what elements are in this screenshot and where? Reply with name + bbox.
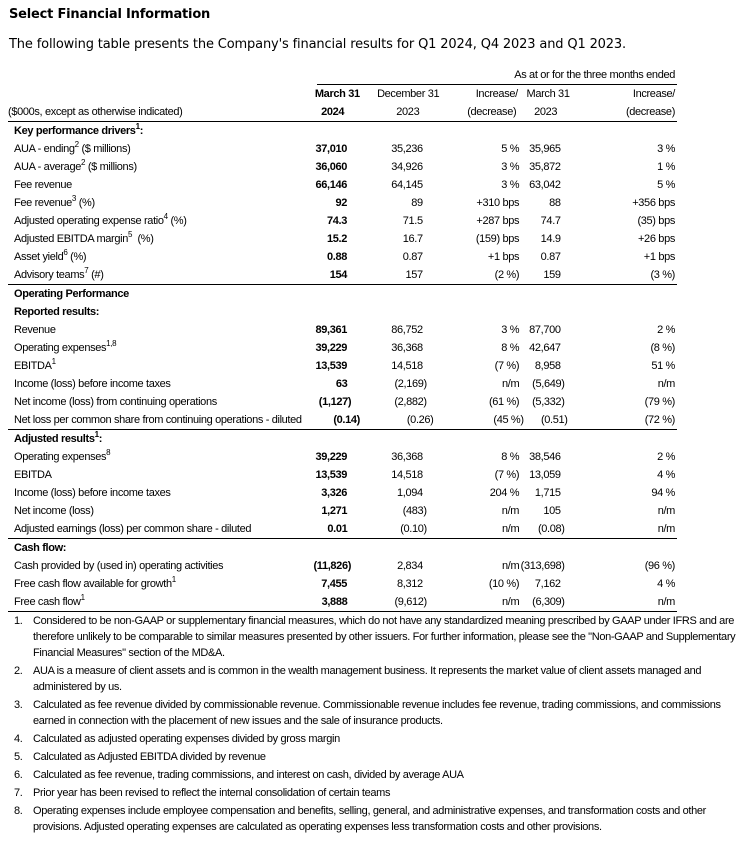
- cell-q4-2023: 0.87: [402, 251, 423, 263]
- footnote-text: Calculated as Adjusted EBITDA divided by revenue: [33, 751, 266, 763]
- cell-q1-2023: 0.87: [540, 251, 561, 263]
- cell-q1-2023: (0.51): [540, 414, 568, 426]
- cell-q1-2023: 13,059: [529, 469, 561, 481]
- row-label: Adjusted EBITDA margin$^5$ (%): [14, 230, 154, 245]
- table-row: [8, 393, 677, 411]
- footnote-text: Calculated as adjusted operating expenses divided by gross margin: [33, 733, 340, 745]
- cell-q1-2024: 39,229: [315, 342, 348, 354]
- cell-change-vs-q1: (72 %): [644, 414, 675, 426]
- row-label: Operating expenses$^{1,8}$: [14, 339, 117, 354]
- table-row: [8, 411, 677, 430]
- cell-change-vs-q1: n/m: [657, 378, 675, 390]
- cell-change-vs-q1: 1 %: [657, 161, 675, 173]
- cell-q1-2023: 38,546: [529, 451, 561, 463]
- row-label: Adjusted earnings (loss) per common share - diluted: [14, 523, 252, 535]
- col-header-q4-2023-line1: December 31: [377, 88, 440, 100]
- cell-q4-2023: 2,834: [397, 560, 423, 572]
- col-header-q4-2023-line2: 2023: [396, 106, 420, 118]
- cell-change-vs-q4: (2 %): [494, 269, 520, 281]
- cell-change-vs-q1: (79 %): [644, 396, 675, 408]
- row-label: Operating expenses$^8$: [14, 448, 111, 463]
- col-header-q1-2023-line1: March 31: [526, 88, 570, 100]
- cell-q1-2024: 3,326: [321, 487, 348, 499]
- col-header-q1-2023-line2: 2023: [534, 106, 558, 118]
- cell-q1-2023: (0.08): [537, 523, 565, 535]
- row-label: Cash provided by (used in) operating activities: [14, 560, 224, 572]
- table-row: [8, 266, 677, 285]
- cell-q1-2024: (0.14): [333, 414, 360, 426]
- cell-change-vs-q4: n/m: [502, 596, 520, 608]
- cell-change-vs-q1: (96 %): [644, 560, 675, 572]
- cell-q1-2024: 63: [335, 378, 348, 390]
- cell-q1-2024: 36,060: [315, 161, 348, 173]
- cell-change-vs-q4: +287 bps: [476, 215, 520, 227]
- table-row: [8, 357, 677, 375]
- cell-change-vs-q4: n/m: [502, 560, 520, 572]
- cell-q1-2024: 3,888: [321, 596, 348, 608]
- cell-change-vs-q4: 8 %: [501, 342, 520, 354]
- section-heading-kpd: Key performance drivers$^1$:: [14, 122, 144, 137]
- footnote-ref: 7: [84, 266, 89, 275]
- column-header-row-1: [8, 85, 677, 103]
- cell-q1-2024: 66,146: [315, 179, 348, 191]
- cell-change-vs-q1: 5 %: [657, 179, 675, 191]
- cell-q1-2024: 7,455: [321, 578, 348, 590]
- table-row: [8, 557, 677, 575]
- footnote-text: Calculated as fee revenue, trading commissions, and interest on cash, divided by average AUA: [33, 769, 464, 781]
- table-row: [8, 321, 677, 339]
- cell-q4-2023: 86,752: [391, 324, 423, 336]
- col-header-change-q4-line2: (decrease): [467, 106, 517, 118]
- footnote-ref: 1,8: [106, 339, 117, 348]
- section-heading-reported: [8, 303, 677, 321]
- row-label: Adjusted operating expense ratio$^4$ (%): [14, 212, 187, 227]
- footnote-ref: 4: [163, 212, 168, 221]
- footnote-number: 8.: [14, 805, 23, 817]
- table-row: [8, 140, 677, 158]
- col-header-change-q1-line2: (decrease): [625, 106, 676, 118]
- table-row: [8, 339, 677, 357]
- cell-change-vs-q4: 3 %: [501, 161, 520, 173]
- cell-q1-2023: 105: [543, 505, 561, 517]
- section-heading-text: Reported results:: [14, 306, 100, 318]
- footnote-ref: 1: [94, 430, 99, 439]
- intro-text: The following table presents the Company's financial results for Q1 2024, Q4 2023 and Q1 2023.: [9, 37, 627, 52]
- row-label: Asset yield$^6$ (%): [14, 248, 87, 263]
- cell-change-vs-q4: (10 %): [488, 578, 520, 590]
- column-header-row-2: [8, 103, 677, 122]
- footnote-number: 1.: [14, 615, 23, 627]
- cell-q1-2023: 35,965: [529, 143, 561, 155]
- cell-change-vs-q4: (7 %): [494, 360, 520, 372]
- cell-q1-2024: (11,826): [313, 560, 352, 572]
- section-heading-text: Operating Performance: [14, 288, 129, 300]
- row-label: Advisory teams$^7$ (#): [14, 266, 104, 281]
- cell-q1-2023: 74.7: [540, 215, 561, 227]
- row-label: AUA - ending$^2$ ($ millions): [14, 140, 131, 155]
- table-row: [8, 212, 677, 230]
- cell-q1-2023: 87,700: [529, 324, 561, 336]
- cell-change-vs-q1: n/m: [657, 523, 675, 535]
- row-label: Fee revenue: [14, 179, 72, 191]
- footnote-item: [8, 749, 743, 765]
- cell-change-vs-q4: 3 %: [501, 324, 520, 336]
- footnote-item: [8, 613, 743, 661]
- footnote-item: [8, 663, 743, 695]
- cell-change-vs-q1: 2 %: [657, 324, 675, 336]
- section-heading-text: Cash flow:: [14, 542, 67, 554]
- table-row: [8, 158, 677, 176]
- cell-q4-2023: (0.26): [406, 414, 434, 426]
- cell-q1-2024: 13,539: [315, 360, 348, 372]
- footnote-ref: 1: [171, 575, 176, 584]
- footnote-text: Calculated as fee revenue divided by commissionable revenue. Commissionable revenue includes fee revenue, trading commissions, and commissions earned in connection with the placement of new issues and the sale of insurance products.: [33, 699, 721, 727]
- footnote-number: 2.: [14, 665, 23, 677]
- cell-q1-2024: 37,010: [315, 143, 348, 155]
- cell-change-vs-q4: 8 %: [501, 451, 520, 463]
- footnote-ref: 3: [71, 194, 77, 203]
- cell-q1-2024: 154: [329, 269, 348, 281]
- cell-change-vs-q4: 5 %: [501, 143, 520, 155]
- table-row: [8, 466, 677, 484]
- footnote-number: 5.: [14, 751, 23, 763]
- col-header-change-q4-line1: Increase/: [475, 88, 518, 100]
- footnote-ref: 8: [106, 448, 111, 457]
- super-header: As at or for the three months ended: [317, 66, 677, 85]
- cell-q4-2023: (2,882): [394, 396, 427, 408]
- cell-q1-2023: (313,698): [520, 560, 565, 572]
- col-header-q1-2024-line2: 2024: [321, 106, 345, 118]
- cell-q4-2023: 35,236: [391, 143, 423, 155]
- footnote-number: 4.: [14, 733, 23, 745]
- footnotes-list: [8, 613, 743, 837]
- cell-change-vs-q4: (159) bps: [475, 233, 520, 245]
- cell-q1-2024: 89,361: [315, 324, 348, 336]
- cell-q4-2023: 1,094: [396, 487, 423, 499]
- cell-q4-2023: 14,518: [391, 360, 423, 372]
- financial-table: [8, 66, 677, 612]
- cell-q1-2024: 92: [335, 197, 348, 209]
- row-label: Revenue: [14, 324, 56, 336]
- cell-change-vs-q4: +310 bps: [476, 197, 520, 209]
- cell-q4-2023: (2,169): [394, 378, 427, 390]
- cell-q1-2023: (5,649): [532, 378, 565, 390]
- cell-q1-2023: 159: [543, 269, 561, 281]
- footnote-ref: 5: [127, 230, 133, 239]
- footnote-ref: 1: [135, 122, 140, 131]
- cell-q4-2023: 16.7: [402, 233, 423, 245]
- table-body: [8, 122, 677, 612]
- cell-q1-2024: 1,271: [321, 505, 348, 517]
- col-header-q1-2024-line1: March 31: [314, 88, 360, 100]
- row-label: Net loss per common share from continuing operations - diluted: [14, 414, 302, 426]
- table-row: [8, 502, 677, 520]
- cell-change-vs-q4: n/m: [502, 378, 520, 390]
- cell-q1-2023: (6,309): [532, 596, 565, 608]
- cell-change-vs-q4: n/m: [502, 523, 520, 535]
- row-label: Free cash flow$^1$: [14, 593, 85, 608]
- cell-change-vs-q1: 4 %: [657, 578, 675, 590]
- cell-change-vs-q1: +1 bps: [643, 251, 675, 263]
- cell-change-vs-q4: (61 %): [488, 396, 520, 408]
- cell-q4-2023: 89: [411, 197, 423, 209]
- footnote-text: Considered to be non-GAAP or supplementary financial measures, which do not have any standardized meaning prescribed by GAAP under IFRS and are therefore unlikely to be comparable to similar measures presented by other issuers. For further information, please see the "Non-GAAP and Supplementary Financial Measures" section of the MD&A.: [33, 615, 736, 659]
- table-row: [8, 248, 677, 266]
- cell-q4-2023: 71.5: [402, 215, 423, 227]
- table-row: [8, 484, 677, 502]
- cell-q1-2024: 15.2: [327, 233, 348, 245]
- footnote-item: [8, 767, 743, 783]
- cell-change-vs-q1: 51 %: [651, 360, 675, 372]
- footnote-item: [8, 803, 743, 835]
- cell-q4-2023: 14,518: [391, 469, 423, 481]
- section-title: Select Financial Information: [9, 7, 211, 22]
- cell-q1-2024: 0.01: [327, 523, 348, 535]
- cell-q1-2023: (5,332): [532, 396, 565, 408]
- cell-q1-2024: 0.88: [327, 251, 348, 263]
- table-row: [8, 230, 677, 248]
- row-label: Income (loss) before income taxes: [14, 487, 171, 499]
- table-row: [8, 194, 677, 212]
- table-row: [8, 575, 677, 593]
- cell-change-vs-q4: (7 %): [494, 469, 520, 481]
- row-label: Net income (loss) from continuing operations: [14, 396, 217, 408]
- footnote-text: AUA is a measure of client assets and is common in the wealth management business. It represents the market value of client assets managed and administered by us.: [33, 665, 702, 693]
- cell-q1-2024: 74.3: [327, 215, 348, 227]
- footnote-number: 6.: [14, 769, 23, 781]
- row-label: Fee revenue$^3$ (%): [14, 194, 95, 209]
- footnote-number: 3.: [14, 699, 23, 711]
- cell-q1-2024: 39,229: [315, 451, 348, 463]
- cell-change-vs-q4: +1 bps: [487, 251, 520, 263]
- table-row: [8, 176, 677, 194]
- cell-q4-2023: 34,926: [391, 161, 423, 173]
- footnote-text: Operating expenses include employee compensation and benefits, selling, general, and administrative expenses, and transformation costs and other provisions. Adjusted operating expenses are calculated as operating expenses less transformation costs and other provisions.: [33, 805, 706, 833]
- row-label: EBITDA$^1$: [14, 357, 56, 372]
- cell-change-vs-q4: 204 %: [489, 487, 520, 499]
- cell-q4-2023: (483): [402, 505, 427, 517]
- footnote-item: [8, 785, 743, 801]
- cell-q4-2023: 36,368: [391, 342, 423, 354]
- footnote-ref: 1: [80, 593, 85, 602]
- footnote-item: [8, 731, 743, 747]
- cell-change-vs-q1: 94 %: [651, 487, 675, 499]
- row-label: AUA - average$^2$ ($ millions): [14, 158, 137, 173]
- footnote-ref: 1: [51, 357, 56, 366]
- units-label: ($000s, except as otherwise indicated): [8, 106, 183, 118]
- row-label: Income (loss) before income taxes: [14, 378, 171, 390]
- cell-change-vs-q1: n/m: [657, 596, 675, 608]
- cell-q4-2023: (9,612): [394, 596, 427, 608]
- cell-q1-2023: 7,162: [534, 578, 561, 590]
- row-label: Free cash flow available for growth$^1$: [14, 575, 176, 590]
- cell-change-vs-q1: (8 %): [650, 342, 675, 354]
- cell-q1-2023: 14.9: [540, 233, 561, 245]
- cell-q1-2023: 63,042: [529, 179, 561, 191]
- footnote-ref: 6: [63, 248, 68, 257]
- footnote-ref: 2: [81, 158, 86, 167]
- cell-change-vs-q4: n/m: [501, 505, 520, 517]
- cell-change-vs-q4: (45 %): [493, 414, 524, 426]
- cell-q4-2023: 64,145: [391, 179, 423, 191]
- section-heading-operating-performance: [8, 285, 677, 303]
- table-row: [8, 593, 677, 612]
- cell-q1-2023: 88: [549, 197, 561, 209]
- cell-change-vs-q1: +26 bps: [637, 233, 675, 245]
- cell-q1-2024: (1,127): [318, 396, 352, 408]
- footnote-text: Prior year has been revised to reflect the internal consolidation of certain teams: [33, 787, 391, 799]
- cell-change-vs-q4: 3 %: [501, 179, 520, 191]
- section-heading-cash-flow: [8, 539, 677, 557]
- table-row: [8, 448, 677, 466]
- footnote-number: 7.: [14, 787, 23, 799]
- cell-change-vs-q1: 2 %: [657, 451, 675, 463]
- cell-q1-2023: 8,958: [534, 360, 561, 372]
- cell-change-vs-q1: n/m: [657, 505, 675, 517]
- footnote-ref: 2: [74, 140, 79, 149]
- cell-q1-2023: 42,647: [529, 342, 561, 354]
- row-label: Net income (loss): [14, 505, 94, 517]
- cell-q1-2023: 35,872: [529, 161, 561, 173]
- row-label: EBITDA: [14, 469, 52, 481]
- table-row: [8, 520, 677, 539]
- cell-q4-2023: 36,368: [391, 451, 423, 463]
- cell-change-vs-q1: (35) bps: [637, 215, 675, 227]
- section-heading-text: Adjusted results: [14, 433, 95, 445]
- table-row: [8, 375, 677, 393]
- footnote-item: [8, 697, 743, 729]
- cell-change-vs-q1: (3 %): [650, 269, 675, 281]
- cell-change-vs-q1: +356 bps: [632, 197, 675, 209]
- col-header-change-q1-line1: Increase/: [632, 88, 675, 100]
- cell-q1-2024: 13,539: [315, 469, 348, 481]
- section-heading-adjusted: Adjusted results$^1$:: [14, 430, 103, 445]
- cell-q4-2023: 157: [405, 269, 423, 281]
- cell-q4-2023: (0.10): [400, 523, 427, 535]
- cell-q4-2023: 8,312: [396, 578, 423, 590]
- cell-change-vs-q1: 3 %: [657, 143, 675, 155]
- section-heading-text: Key performance drivers: [14, 125, 136, 137]
- cell-change-vs-q1: 4 %: [657, 469, 675, 481]
- cell-q1-2023: 1,715: [534, 487, 561, 499]
